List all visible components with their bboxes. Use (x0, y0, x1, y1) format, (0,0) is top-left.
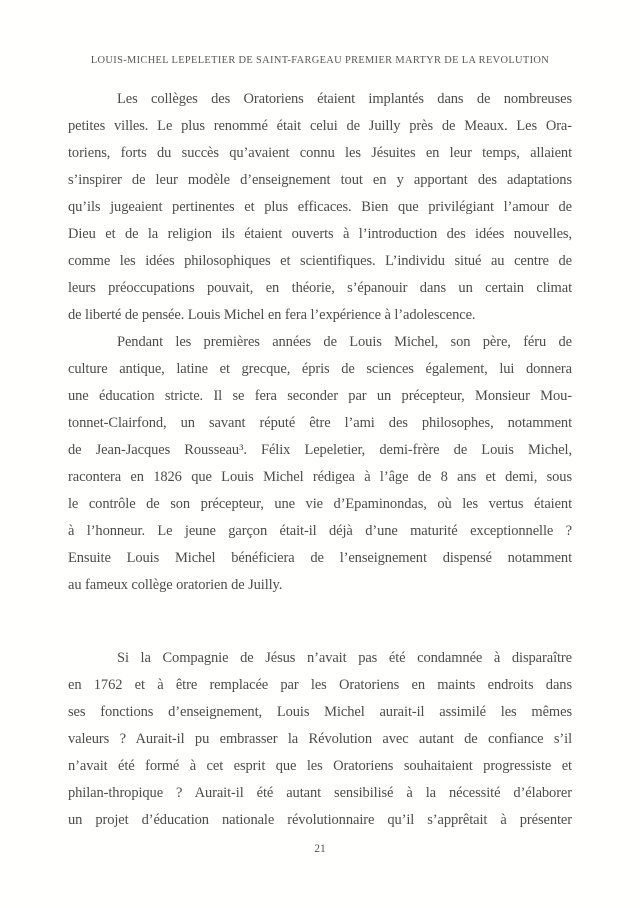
text-line: ses fonctions d’enseignement, Louis Michel aurait-il assimilé les mêmes (68, 704, 572, 720)
text-line: Ensuite Louis Michel bénéficiera de l’enseignement dispensé notamment (68, 550, 572, 566)
text-line: Si la Compagnie de Jésus n’avait pas été condamnée à disparaître (117, 650, 572, 666)
page-number: 21 (314, 843, 326, 855)
text-line: racontera en 1826 que Louis Michel rédigea à l’âge de 8 ans et demi, sous (68, 469, 572, 485)
text-line: comme les idées philosophiques et scientifiques. L’individu situé au centre de (68, 253, 572, 269)
text-line: Dieu et de la religion ils étaient ouverts à l’introduction des idées nouvelles, (68, 226, 572, 242)
text-line: petites villes. Le plus renommé était celui de Juilly près de Meaux. Les Ora- (68, 118, 572, 134)
text-line: qu’ils jugeaient pertinentes et plus efficaces. Bien que privilégiant l’amour de (68, 199, 572, 215)
running-header: LOUIS-MICHEL LEPELETIER DE SAINT-FARGEAU PREMIER MARTYR DE LA REVOLUTION (90, 55, 550, 66)
text-line: philan-thropique ? Aurait-il été autant sensibilisé à la nécessité d’élaborer (68, 785, 572, 801)
text-line: de Jean-Jacques Rousseau³. Félix Lepeletier, demi-frère de Louis Michel, (68, 442, 572, 458)
text-line: toriens, forts du succès qu’avaient connu les Jésuites en leur temps, allaient (68, 145, 572, 161)
paragraph-3 (68, 645, 572, 834)
text-line: leurs préoccupations pouvait, en théorie, s’épanouir dans un certain climat (68, 280, 572, 296)
text-line: Pendant les premières années de Louis Michel, son père, féru de (117, 334, 572, 350)
text-line: culture antique, latine et grecque, épris de sciences également, lui donnera (68, 361, 572, 377)
paragraph-1 (68, 86, 572, 329)
text-line: un projet d’éducation nationale révolutionnaire qu’il s’apprêtait à présenter (68, 812, 572, 828)
paragraph-2 (68, 329, 572, 599)
text-line: de liberté de pensée. Louis Michel en fera l’expérience à l’adolescence. (68, 307, 476, 323)
text-line: valeurs ? Aurait-il pu embrasser la Révolution avec autant de confiance s’il (68, 731, 572, 747)
text-line: à l’honneur. Le jeune garçon était-il déjà d’une maturité exceptionnelle ? (68, 523, 572, 539)
text-line: en 1762 et à être remplacée par les Oratoriens en maints endroits dans (68, 677, 572, 693)
text-line: n’avait été formé à cet esprit que les Oratoriens souhaitaient progressiste et (68, 758, 572, 774)
text-line: une éducation stricte. Il se fera seconder par un précepteur, Monsieur Mou- (68, 388, 572, 404)
text-line: le contrôle de son précepteur, une vie d’Epaminondas, où les vertus étaient (68, 496, 572, 512)
text-line: s’inspirer de leur modèle d’enseignement tout en y apportant des adaptations (68, 172, 572, 188)
text-line: au fameux collège oratorien de Juilly. (68, 577, 283, 593)
page-content (68, 86, 572, 834)
text-line: Les collèges des Oratoriens étaient implantés dans de nombreuses (117, 91, 572, 107)
text-line: tonnet-Clairfond, un savant réputé être l’ami des philosophes, notamment (68, 415, 572, 431)
